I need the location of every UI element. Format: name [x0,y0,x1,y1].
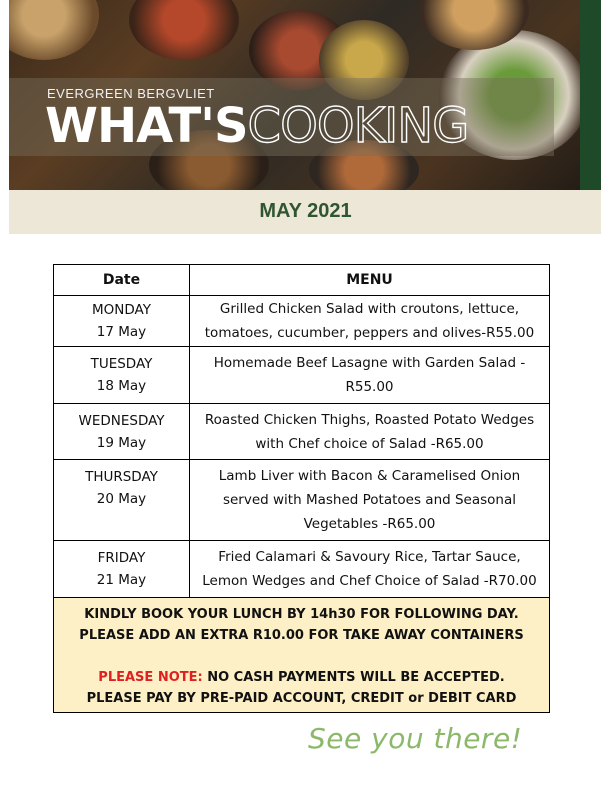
day-cell [54,404,190,460]
table-row [54,404,550,460]
dish-cell [190,347,550,404]
table-row [54,347,550,404]
dish-line: Fried Calamari & Savoury Rice, Tartar Sauce, [218,549,521,565]
day-date: 18 May [96,378,147,394]
dish-line: tomatoes, cucumber, peppers and olives-R55.00 [204,325,535,341]
dish-cell [190,541,550,598]
day-cell [54,347,190,404]
dish-line: Lemon Wedges and Chef Choice of Salad -R70.00 [202,573,537,589]
notice-spacer [54,646,549,667]
dish-cell [190,404,550,460]
month-heading [9,190,601,234]
note-label: PLEASE NOTE: [98,670,203,685]
banner-title [45,100,468,152]
table-row [54,296,550,347]
date-header: Date [54,265,190,296]
day-name: FRIDAY [97,550,146,566]
month-label: MAY 2021 [259,200,352,222]
dish-line: with Chef choice of Salad -R65.00 [255,435,484,452]
note-text: NO CASH PAYMENTS WILL BE ACCEPTED. [202,670,505,685]
dish-line: R55.00 [345,379,394,395]
day-date: 21 May [96,572,147,588]
dish-line: Grilled Chicken Salad with croutons, lettuce, [219,301,520,317]
dish-cell [190,296,550,347]
menu-table [53,264,550,598]
day-name: THURSDAY [85,469,158,485]
green-accent-strip [580,0,601,190]
menu-header: MENU [190,265,550,296]
banner-subtitle: EVERGREEN BERGVLIET [47,86,215,101]
day-name: TUESDAY [90,356,153,372]
notice-line-booking: KINDLY BOOK YOUR LUNCH BY 14h30 FOR FOLLOWING DAY. [84,607,519,622]
banner-title-bold: WHAT'S [45,98,248,154]
closing-message: See you there! [308,722,523,755]
dish-line: Roasted Chicken Thighs, Roasted Potato Wedges [204,411,535,428]
day-name: WEDNESDAY [78,412,165,429]
day-cell [54,296,190,347]
dish-line: served with Mashed Potatoes and Seasonal [222,492,517,508]
day-cell [54,541,190,598]
banner-title-light: COOKING [247,98,469,154]
notice-line-takeaway: PLEASE ADD AN EXTRA R10.00 FOR TAKE AWAY CONTAINERS [79,628,524,643]
notice-line-methods: PLEASE PAY BY PRE-PAID ACCOUNT, CREDIT or DEBIT CARD [86,691,517,706]
day-date: 17 May [96,324,147,340]
table-header-row [54,265,550,296]
table-row [54,541,550,598]
day-date: 20 May [96,491,147,507]
booking-notice [53,598,550,713]
dish-line: Homemade Beef Lasagne with Garden Salad - [213,355,526,371]
dish-line: Lamb Liver with Bacon & Caramelised Onion [218,468,521,484]
day-name: MONDAY [92,302,151,318]
table-row [54,460,550,541]
day-cell [54,460,190,541]
dish-line: Vegetables -R65.00 [303,516,436,532]
notice-line-payment [54,667,549,688]
dish-cell [190,460,550,541]
day-date: 19 May [96,434,147,451]
food-banner [9,0,601,190]
